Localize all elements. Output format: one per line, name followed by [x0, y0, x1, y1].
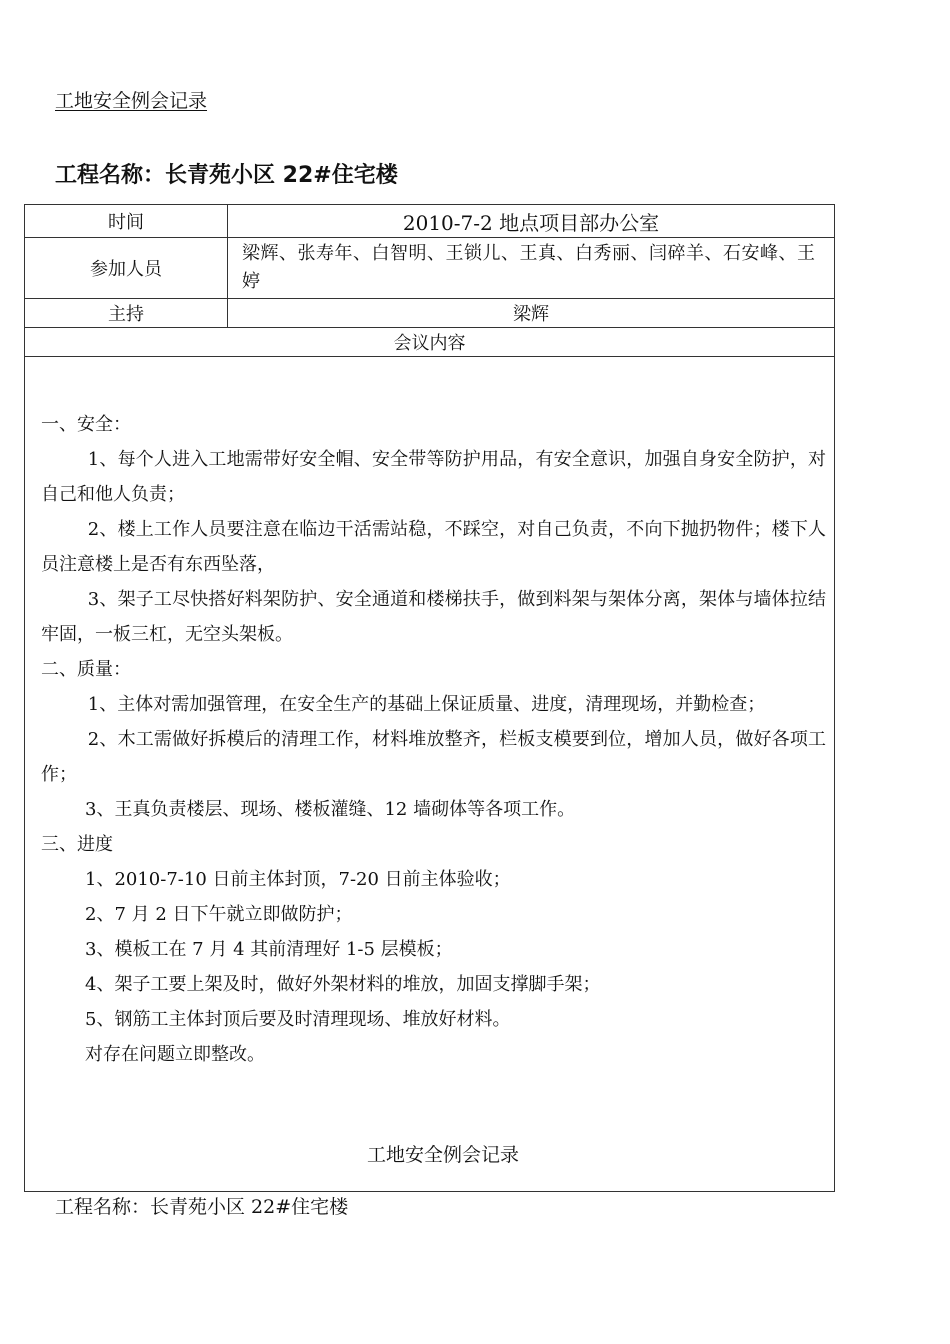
- safety-heading: 一、安全：: [41, 414, 131, 435]
- quality-heading: 二、质量：: [41, 659, 131, 680]
- progress-item-1: 1、2010-7-10 日前主体封顶，7-20 日前主体验收；: [85, 869, 511, 890]
- quality-item-2: 2、木工需做好拆模后的清理工作，材料堆放整齐，栏板支模要到位，增加人员，做好各项工作；: [41, 729, 826, 785]
- safety-item-2: 2、楼上工作人员要注意在临边干活需站稳，不踩空，对自己负责，不向下抛扔物件；楼下人员注意楼上是否有东西坠落，: [41, 519, 826, 575]
- safety-item-3: 3、架子工尽快搭好料架防护、安全通道和楼梯扶手，做到料架与架体分离，架体与墙体拉结牢固，一板三杠，无空头架板。: [41, 589, 826, 645]
- progress-item-5: 5、钢筋工主体封顶后要及时清理现场、堆放好材料。: [85, 1009, 511, 1030]
- time-row: [25, 205, 835, 238]
- footer-project-title: 工程名称：长青苑小区 22#住宅楼: [55, 1196, 349, 1218]
- footer-heading: 工地安全例会记录: [366, 1144, 519, 1166]
- time-value: 2010-7-2 地点项目部办公室: [228, 205, 835, 238]
- quality-item-3: 3、王真负责楼层、现场、楼板灌缝、12 墙砌体等各项工作。: [85, 799, 576, 820]
- progress-heading: 三、进度: [41, 834, 113, 855]
- attendees-label: 参加人员: [25, 238, 228, 299]
- host-row: [25, 299, 835, 328]
- content-title-row: [25, 328, 835, 357]
- meeting-content: [25, 357, 835, 1192]
- attendees-row: [25, 238, 835, 299]
- host-label: 主持: [25, 299, 228, 328]
- safety-item-1: 1、每个人进入工地需带好安全帽、安全带等防护用品，有安全意识，加强自身安全防护，对自己和他人负责；: [41, 449, 826, 505]
- host-value: 梁辉: [228, 299, 835, 328]
- page-heading: 工地安全例会记录: [55, 90, 208, 112]
- content-title: 会议内容: [25, 328, 835, 357]
- quality-item-1: 1、主体对需加强管理，在安全生产的基础上保证质量、进度，清理现场，并勤检查；: [87, 694, 766, 715]
- progress-item-3: 3、模板工在 7 月 4 其前清理好 1-5 层模板；: [85, 939, 453, 960]
- project-title: 工程名称：长青苑小区 22#住宅楼: [55, 163, 398, 188]
- closing-note: 对存在问题立即整改。: [85, 1044, 265, 1065]
- progress-item-4: 4、架子工要上架及时，做好外架材料的堆放，加固支撑脚手架；: [85, 974, 601, 995]
- content-row: [25, 357, 835, 1192]
- time-label: 时间: [25, 205, 228, 238]
- attendees-value: 梁辉、张寿年、白智明、王锁儿、王真、白秀丽、闫碎羊、石安峰、王婷: [228, 238, 835, 299]
- meeting-record-table: [24, 204, 835, 1192]
- progress-item-2: 2、7 月 2 日下午就立即做防护；: [85, 904, 353, 925]
